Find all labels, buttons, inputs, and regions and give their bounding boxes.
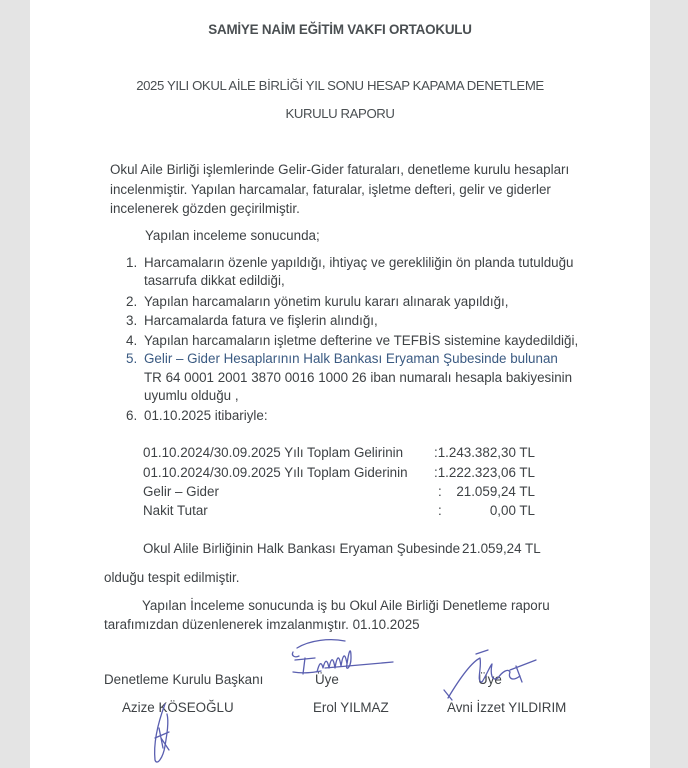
finding-number: 3. (126, 313, 138, 328)
finding-text: Gelir – Gider Hesaplarının Halk Bankası Eryaman Şubesinde bulunan (144, 351, 558, 366)
summary-label-total-expense: 01.10.2024/30.09.2025 Yılı Toplam Giderinin (143, 465, 408, 480)
summary-value-total-income: :1.243.382,30 TL (433, 445, 535, 460)
intro-line-1: Okul Aile Birliği işlemlerinde Gelir-Gider faturaları, denetleme kurulu hesapları (110, 162, 570, 177)
finding-text: Harcamaların özenle yapıldığı, ihtiyaç ve gerekliliğin ön planda tutulduğu (144, 255, 574, 270)
summary-label-total-income: 01.10.2024/30.09.2025 Yılı Toplam Gelirinin (143, 445, 404, 460)
bank-statement: Okul Alile Birliğinin Halk Bankası Eryaman Şubesinde (143, 541, 461, 556)
signatory-name-member-2: Avni İzzet YILDIRIM (447, 700, 567, 715)
summary-value-balance: 21.059,24 TL (456, 484, 535, 499)
signature-avni-izzet-yildirim (430, 648, 540, 703)
finding-number: 6. (126, 408, 138, 423)
finding-number: 4. (126, 333, 138, 348)
summary-label-balance: Gelir – Gider (143, 484, 219, 499)
finding-number: 1. (126, 255, 138, 270)
signatory-role-member-1: Üye (315, 672, 339, 687)
signatory-role-member-2: Üye (478, 672, 502, 687)
summary-colon: : (438, 503, 442, 518)
intro-line-2: incelenmiştir. Yapılan harcamalar, faturalar, işletme defteri, gelir ve giderler (110, 182, 551, 197)
signatory-name-member-1: Erol YILMAZ (313, 700, 389, 715)
finding-number: 5. (126, 351, 138, 366)
intro-line-3: incelenerek gözden geçirilmiştir. (110, 201, 300, 216)
summary-value-total-expense: :1.222.323,06 TL (433, 465, 535, 480)
finding-text: uyumlu olduğu , (144, 388, 239, 403)
finding-text: 01.10.2025 itibariyle: (144, 408, 268, 423)
finding-text: Yapılan harcamaların işletme defterine ve TEFBİS sistemine kaydedildiği, (144, 333, 579, 348)
bank-statement-end: olduğu tespit edilmiştir. (104, 570, 240, 585)
closing-line-1: Yapılan İnceleme sonucunda iş bu Okul Aile Birliği Denetleme raporu (142, 598, 550, 613)
finding-iban-text: TR 64 0001 2001 3870 0016 1000 26 iban numaralı hesapla bakiyesinin (144, 370, 573, 385)
report-title-line-2: KURULU RAPORU (285, 106, 395, 121)
finding-number: 2. (126, 294, 138, 309)
finding-text: Yapılan harcamaların yönetim kurulu kararı alınarak yapıldığı, (144, 294, 509, 309)
signature-azize-koseoglu (145, 700, 185, 768)
report-title-line-1: 2025 YILI OKUL AİLE BİRLİĞİ YIL SONU HESAP KAPAMA DENETLEME (136, 78, 544, 93)
finding-text: Harcamalarda fatura ve fişlerin alındığı, (144, 313, 378, 328)
summary-colon: : (438, 484, 442, 499)
school-name: SAMİYE NAİM EĞİTİM VAKFI ORTAOKULU (208, 22, 472, 37)
signatory-name-chair: Azize KÖSEOĞLU (122, 700, 234, 715)
bank-amount: 21.059,24 TL (462, 541, 541, 556)
finding-text: tasarrufa dikkat edildiği, (144, 273, 285, 288)
closing-line-2: tarafımızdan düzenlenerek imzalanmıştır. 01.10.2025 (104, 617, 420, 632)
signature-erol-yilmaz (285, 638, 395, 683)
summary-label-cash: Nakit Tutar (143, 503, 208, 518)
document-page (30, 0, 650, 768)
findings-intro: Yapılan inceleme sonucunda; (145, 228, 320, 243)
summary-value-cash: 0,00 TL (489, 503, 535, 518)
signatory-role-chair: Denetleme Kurulu Başkanı (104, 672, 264, 687)
